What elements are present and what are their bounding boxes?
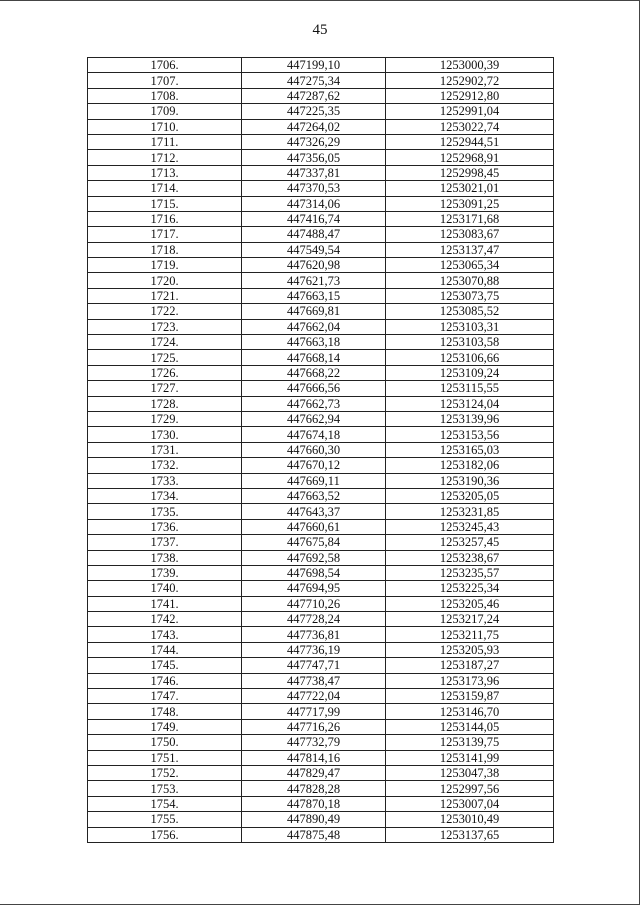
table-row <box>88 765 554 780</box>
y-coordinate-cell: 1253139,75 <box>386 735 554 750</box>
point-number-cell: 1726. <box>88 365 242 380</box>
point-number-cell: 1748. <box>88 704 242 719</box>
point-number-cell: 1716. <box>88 211 242 226</box>
y-coordinate-cell: 1253205,05 <box>386 488 554 503</box>
x-coordinate-cell: 447738,47 <box>242 673 386 688</box>
x-coordinate-cell: 447287,62 <box>242 88 386 103</box>
y-coordinate-cell: 1253047,38 <box>386 765 554 780</box>
point-number-cell: 1742. <box>88 612 242 627</box>
y-coordinate-cell: 1252902,72 <box>386 73 554 88</box>
x-coordinate-cell: 447663,52 <box>242 488 386 503</box>
point-number-cell: 1734. <box>88 488 242 503</box>
point-number-cell: 1728. <box>88 396 242 411</box>
y-coordinate-cell: 1253103,58 <box>386 335 554 350</box>
point-number-cell: 1751. <box>88 750 242 765</box>
table-row <box>88 519 554 534</box>
x-coordinate-cell: 447890,49 <box>242 812 386 827</box>
y-coordinate-cell: 1253171,68 <box>386 211 554 226</box>
y-coordinate-cell: 1253103,31 <box>386 319 554 334</box>
table-row <box>88 88 554 103</box>
point-number-cell: 1711. <box>88 134 242 149</box>
y-coordinate-cell: 1253245,43 <box>386 519 554 534</box>
y-coordinate-cell: 1253139,96 <box>386 411 554 426</box>
table-row <box>88 365 554 380</box>
table-row <box>88 812 554 827</box>
x-coordinate-cell: 447662,73 <box>242 396 386 411</box>
point-number-cell: 1713. <box>88 165 242 180</box>
table-row <box>88 750 554 765</box>
x-coordinate-cell: 447669,81 <box>242 304 386 319</box>
y-coordinate-cell: 1252912,80 <box>386 88 554 103</box>
table-row <box>88 134 554 149</box>
table-row <box>88 181 554 196</box>
y-coordinate-cell: 1253141,99 <box>386 750 554 765</box>
table-row <box>88 673 554 688</box>
point-number-cell: 1712. <box>88 150 242 165</box>
x-coordinate-cell: 447710,26 <box>242 596 386 611</box>
y-coordinate-cell: 1253022,74 <box>386 119 554 134</box>
point-number-cell: 1736. <box>88 519 242 534</box>
x-coordinate-cell: 447264,02 <box>242 119 386 134</box>
point-number-cell: 1717. <box>88 227 242 242</box>
y-coordinate-cell: 1253137,65 <box>386 827 554 842</box>
table-row <box>88 227 554 242</box>
x-coordinate-cell: 447663,15 <box>242 288 386 303</box>
x-coordinate-cell: 447717,99 <box>242 704 386 719</box>
point-number-cell: 1730. <box>88 427 242 442</box>
y-coordinate-cell: 1253085,52 <box>386 304 554 319</box>
point-number-cell: 1731. <box>88 442 242 457</box>
y-coordinate-cell: 1253205,93 <box>386 642 554 657</box>
point-number-cell: 1749. <box>88 719 242 734</box>
x-coordinate-cell: 447370,53 <box>242 181 386 196</box>
x-coordinate-cell: 447870,18 <box>242 796 386 811</box>
x-coordinate-cell: 447668,22 <box>242 365 386 380</box>
point-number-cell: 1714. <box>88 181 242 196</box>
point-number-cell: 1752. <box>88 765 242 780</box>
table-row <box>88 550 554 565</box>
point-number-cell: 1718. <box>88 242 242 257</box>
point-number-cell: 1722. <box>88 304 242 319</box>
x-coordinate-cell: 447275,34 <box>242 73 386 88</box>
y-coordinate-cell: 1253153,56 <box>386 427 554 442</box>
x-coordinate-cell: 447337,81 <box>242 165 386 180</box>
table-row <box>88 796 554 811</box>
x-coordinate-cell: 447199,10 <box>242 58 386 73</box>
table-row <box>88 73 554 88</box>
table-row <box>88 458 554 473</box>
x-coordinate-cell: 447828,28 <box>242 781 386 796</box>
point-number-cell: 1724. <box>88 335 242 350</box>
x-coordinate-cell: 447722,04 <box>242 689 386 704</box>
point-number-cell: 1740. <box>88 581 242 596</box>
y-coordinate-cell: 1253137,47 <box>386 242 554 257</box>
y-coordinate-cell: 1253217,24 <box>386 612 554 627</box>
page-number: 45 <box>312 22 328 38</box>
x-coordinate-cell: 447314,06 <box>242 196 386 211</box>
coordinates-table-body <box>88 58 554 843</box>
table-row <box>88 735 554 750</box>
table-row <box>88 596 554 611</box>
point-number-cell: 1737. <box>88 535 242 550</box>
table-row <box>88 58 554 73</box>
x-coordinate-cell: 447356,05 <box>242 150 386 165</box>
point-number-cell: 1756. <box>88 827 242 842</box>
x-coordinate-cell: 447660,61 <box>242 519 386 534</box>
point-number-cell: 1753. <box>88 781 242 796</box>
table-row <box>88 488 554 503</box>
point-number-cell: 1754. <box>88 796 242 811</box>
y-coordinate-cell: 1252998,45 <box>386 165 554 180</box>
table-row <box>88 319 554 334</box>
y-coordinate-cell: 1253173,96 <box>386 673 554 688</box>
x-coordinate-cell: 447728,24 <box>242 612 386 627</box>
table-row <box>88 150 554 165</box>
x-coordinate-cell: 447416,74 <box>242 211 386 226</box>
table-row <box>88 396 554 411</box>
y-coordinate-cell: 1253257,45 <box>386 535 554 550</box>
table-row <box>88 196 554 211</box>
y-coordinate-cell: 1253187,27 <box>386 658 554 673</box>
table-row <box>88 273 554 288</box>
point-number-cell: 1707. <box>88 73 242 88</box>
x-coordinate-cell: 447549,54 <box>242 242 386 257</box>
y-coordinate-cell: 1253070,88 <box>386 273 554 288</box>
point-number-cell: 1719. <box>88 258 242 273</box>
y-coordinate-cell: 1253124,04 <box>386 396 554 411</box>
x-coordinate-cell: 447716,26 <box>242 719 386 734</box>
y-coordinate-cell: 1253211,75 <box>386 627 554 642</box>
y-coordinate-cell: 1253115,55 <box>386 381 554 396</box>
x-coordinate-cell: 447621,73 <box>242 273 386 288</box>
y-coordinate-cell: 1253144,05 <box>386 719 554 734</box>
y-coordinate-cell: 1253073,75 <box>386 288 554 303</box>
table-row <box>88 381 554 396</box>
table-row <box>88 689 554 704</box>
table-row <box>88 350 554 365</box>
table-row <box>88 642 554 657</box>
point-number-cell: 1708. <box>88 88 242 103</box>
y-coordinate-cell: 1253231,85 <box>386 504 554 519</box>
point-number-cell: 1747. <box>88 689 242 704</box>
point-number-cell: 1743. <box>88 627 242 642</box>
y-coordinate-cell: 1253083,67 <box>386 227 554 242</box>
y-coordinate-cell: 1252968,91 <box>386 150 554 165</box>
table-row <box>88 427 554 442</box>
x-coordinate-cell: 447620,98 <box>242 258 386 273</box>
y-coordinate-cell: 1253190,36 <box>386 473 554 488</box>
point-number-cell: 1725. <box>88 350 242 365</box>
y-coordinate-cell: 1253091,25 <box>386 196 554 211</box>
point-number-cell: 1715. <box>88 196 242 211</box>
table-row <box>88 719 554 734</box>
table-row <box>88 535 554 550</box>
table-row <box>88 335 554 350</box>
point-number-cell: 1732. <box>88 458 242 473</box>
point-number-cell: 1750. <box>88 735 242 750</box>
x-coordinate-cell: 447225,35 <box>242 104 386 119</box>
y-coordinate-cell: 1252944,51 <box>386 134 554 149</box>
table-row <box>88 473 554 488</box>
table-row <box>88 504 554 519</box>
y-coordinate-cell: 1253235,57 <box>386 565 554 580</box>
x-coordinate-cell: 447326,29 <box>242 134 386 149</box>
table-row <box>88 565 554 580</box>
table-row <box>88 442 554 457</box>
point-number-cell: 1755. <box>88 812 242 827</box>
y-coordinate-cell: 1253000,39 <box>386 58 554 73</box>
point-number-cell: 1739. <box>88 565 242 580</box>
table-row <box>88 411 554 426</box>
x-coordinate-cell: 447747,71 <box>242 658 386 673</box>
x-coordinate-cell: 447829,47 <box>242 765 386 780</box>
point-number-cell: 1706. <box>88 58 242 73</box>
point-number-cell: 1721. <box>88 288 242 303</box>
point-number-cell: 1723. <box>88 319 242 334</box>
x-coordinate-cell: 447875,48 <box>242 827 386 842</box>
y-coordinate-cell: 1253065,34 <box>386 258 554 273</box>
x-coordinate-cell: 447663,18 <box>242 335 386 350</box>
x-coordinate-cell: 447736,81 <box>242 627 386 642</box>
x-coordinate-cell: 447814,16 <box>242 750 386 765</box>
point-number-cell: 1738. <box>88 550 242 565</box>
table-row <box>88 581 554 596</box>
y-coordinate-cell: 1252991,04 <box>386 104 554 119</box>
y-coordinate-cell: 1253106,66 <box>386 350 554 365</box>
y-coordinate-cell: 1253225,34 <box>386 581 554 596</box>
x-coordinate-cell: 447674,18 <box>242 427 386 442</box>
point-number-cell: 1729. <box>88 411 242 426</box>
x-coordinate-cell: 447662,04 <box>242 319 386 334</box>
x-coordinate-cell: 447662,94 <box>242 411 386 426</box>
table-row <box>88 165 554 180</box>
x-coordinate-cell: 447666,56 <box>242 381 386 396</box>
x-coordinate-cell: 447643,37 <box>242 504 386 519</box>
y-coordinate-cell: 1252997,56 <box>386 781 554 796</box>
y-coordinate-cell: 1253007,04 <box>386 796 554 811</box>
table-row <box>88 658 554 673</box>
table-row <box>88 119 554 134</box>
table-row <box>88 288 554 303</box>
y-coordinate-cell: 1253205,46 <box>386 596 554 611</box>
x-coordinate-cell: 447668,14 <box>242 350 386 365</box>
point-number-cell: 1733. <box>88 473 242 488</box>
point-number-cell: 1741. <box>88 596 242 611</box>
table-row <box>88 781 554 796</box>
x-coordinate-cell: 447669,11 <box>242 473 386 488</box>
y-coordinate-cell: 1253146,70 <box>386 704 554 719</box>
table-row <box>88 612 554 627</box>
x-coordinate-cell: 447694,95 <box>242 581 386 596</box>
point-number-cell: 1727. <box>88 381 242 396</box>
x-coordinate-cell: 447692,58 <box>242 550 386 565</box>
y-coordinate-cell: 1253159,87 <box>386 689 554 704</box>
point-number-cell: 1735. <box>88 504 242 519</box>
table-row <box>88 104 554 119</box>
x-coordinate-cell: 447675,84 <box>242 535 386 550</box>
table-row <box>88 304 554 319</box>
x-coordinate-cell: 447488,47 <box>242 227 386 242</box>
point-number-cell: 1745. <box>88 658 242 673</box>
table-row <box>88 211 554 226</box>
table-row <box>88 827 554 842</box>
x-coordinate-cell: 447736,19 <box>242 642 386 657</box>
x-coordinate-cell: 447670,12 <box>242 458 386 473</box>
page-edge-top <box>0 0 640 1</box>
point-number-cell: 1720. <box>88 273 242 288</box>
table-row <box>88 704 554 719</box>
y-coordinate-cell: 1253010,49 <box>386 812 554 827</box>
x-coordinate-cell: 447698,54 <box>242 565 386 580</box>
y-coordinate-cell: 1253165,03 <box>386 442 554 457</box>
table-row <box>88 242 554 257</box>
y-coordinate-cell: 1253109,24 <box>386 365 554 380</box>
y-coordinate-cell: 1253021,01 <box>386 181 554 196</box>
point-number-cell: 1744. <box>88 642 242 657</box>
table-row <box>88 258 554 273</box>
table-row <box>88 627 554 642</box>
x-coordinate-cell: 447732,79 <box>242 735 386 750</box>
point-number-cell: 1746. <box>88 673 242 688</box>
point-number-cell: 1709. <box>88 104 242 119</box>
coordinates-table <box>87 57 554 843</box>
y-coordinate-cell: 1253182,06 <box>386 458 554 473</box>
y-coordinate-cell: 1253238,67 <box>386 550 554 565</box>
point-number-cell: 1710. <box>88 119 242 134</box>
x-coordinate-cell: 447660,30 <box>242 442 386 457</box>
